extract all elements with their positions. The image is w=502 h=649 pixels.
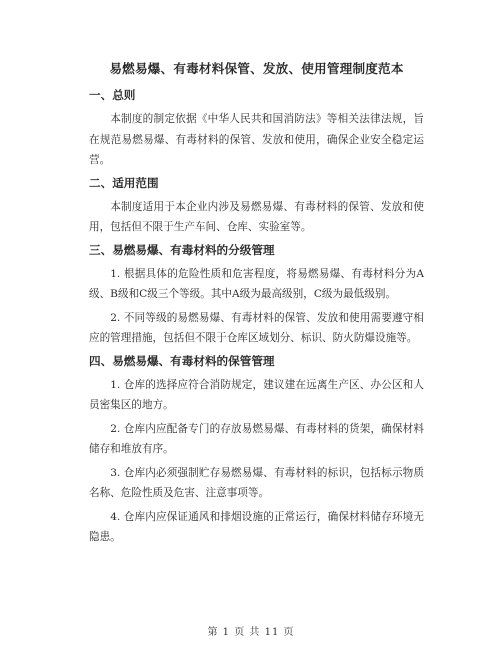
document-title: 易燃易爆、有毒材料保管、发放、使用管理制度范本 bbox=[109, 61, 404, 76]
page-number-footer: 第 1 页 共 11 页 bbox=[207, 627, 295, 638]
section-paragraph: 2. 不同等级的易燃易爆、有毒材料的保管、发放和使用需要遵守相应的管理措施，包括但不限于仓库区域划分、标识、防火防爆设施等。 bbox=[89, 311, 424, 344]
section-paragraph: 1. 根据具体的危险性质和危害程度，将易燃易爆、有毒材料分为A级、B级和C级三个等级。其中A级为最高级别，C级为最低级别。 bbox=[89, 267, 424, 300]
section-heading-grading: 三、易燃易爆、有毒材料的分级管理 bbox=[89, 242, 275, 257]
section-heading-general: 一、总则 bbox=[89, 88, 136, 102]
section-paragraph: 1. 仓库的选择应符合消防规定，建议建在远离生产区、办公区和人员密集区的地方。 bbox=[89, 378, 424, 411]
section-paragraph: 本制度适用于本企业内涉及易燃易爆、有毒材料的保管、发放和使用，包括但不限于生产车间、仓库、实验室等。 bbox=[89, 200, 424, 233]
section-paragraph: 2. 仓库内应配备专门的存放易燃易爆、有毒材料的货架，确保材料储存和堆放有序。 bbox=[89, 422, 424, 455]
section-paragraph: 3. 仓库内必须强制贮存易燃易爆、有毒材料的标识，包括标示物质名称、危险性质及危害、注意事项等。 bbox=[89, 466, 424, 499]
section-heading-scope: 二、适用范围 bbox=[89, 175, 159, 190]
section-paragraph: 本制度的制定依据《中华人民共和国消防法》等相关法律法规，旨在规范易燃易爆、有毒材料的保管、发放和使用，确保企业安全稳定运营。 bbox=[89, 113, 424, 166]
section-heading-storage: 四、易燃易爆、有毒材料的保管管理 bbox=[89, 353, 275, 368]
document-body bbox=[89, 58, 424, 551]
section-paragraph: 4. 仓库内应保证通风和排烟设施的正常运行，确保材料储存环境无隐患。 bbox=[89, 510, 424, 543]
